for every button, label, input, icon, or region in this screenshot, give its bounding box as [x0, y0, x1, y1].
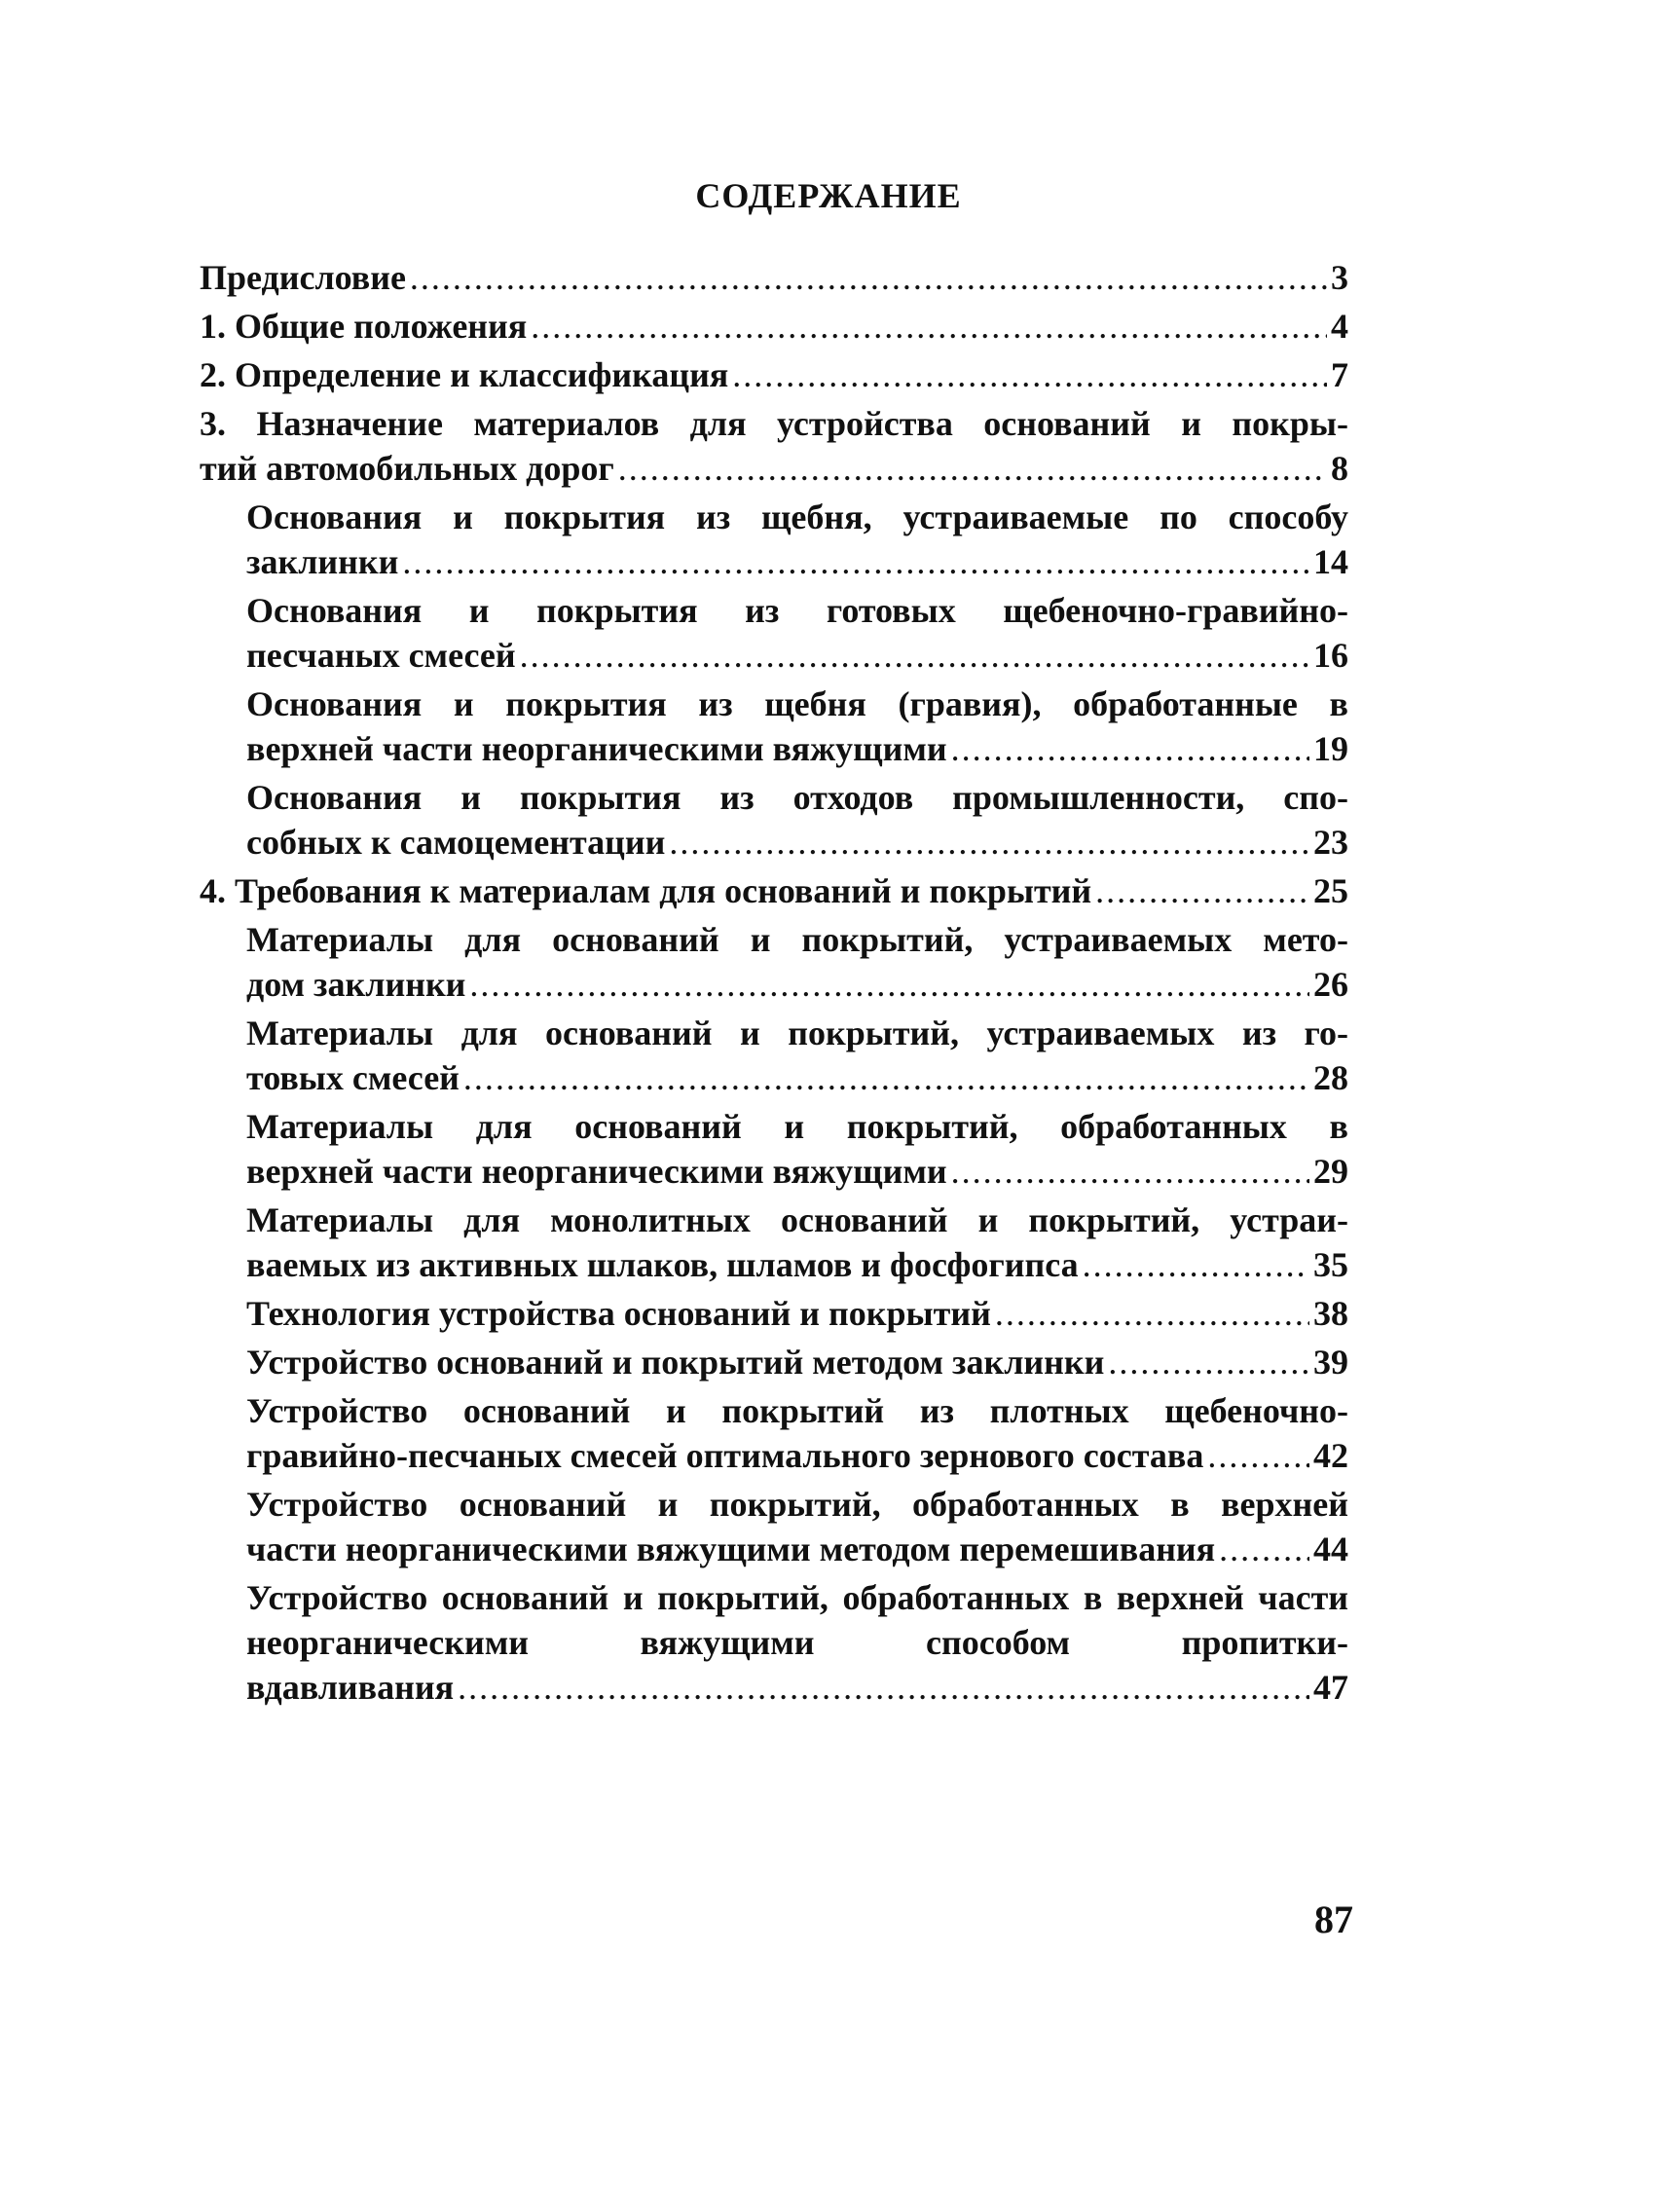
dot-leader	[951, 1149, 1309, 1194]
toc-entry	[200, 682, 1348, 771]
toc-entry-text: гравийно-песчаных смесей оптимального зернового состава	[246, 1436, 1204, 1475]
toc-entry-line	[200, 255, 1348, 300]
toc-entry-text: 4. Требования к материалам для оснований и покрытий	[200, 871, 1092, 910]
toc-entry	[200, 588, 1348, 678]
dot-leader	[1219, 1527, 1309, 1571]
toc-entry-text: верхней части неорганическими вяжущими	[246, 729, 947, 768]
toc-page-number: 23	[1313, 823, 1348, 862]
toc-entry-text: 1. Общие положения	[200, 307, 528, 346]
toc-entry-line	[246, 1665, 1348, 1710]
toc-entry-text: 3. Назначение материалов для устройства оснований и покры-	[200, 404, 1348, 443]
page-number: 87	[1314, 1898, 1353, 1941]
toc-entry-text: тий автомобильных дорог	[200, 449, 614, 488]
dot-leader	[520, 633, 1309, 678]
toc-entry-text: Основания и покрытия из щебня (гравия), обработанные в	[246, 684, 1348, 723]
toc-page-number: 38	[1313, 1294, 1348, 1333]
toc-page-number: 7	[1331, 355, 1348, 394]
toc-entry-text: Устройство оснований и покрытий методом заклинки	[246, 1343, 1105, 1382]
toc-entry-line	[246, 1291, 1348, 1336]
toc-entry-text: Материалы для оснований и покрытий, обработанных в	[246, 1107, 1348, 1146]
toc-entry	[200, 1575, 1348, 1710]
dot-leader	[531, 304, 1327, 349]
toc-entry-text: Материалы для монолитных оснований и покрытий, устраи-	[246, 1200, 1348, 1239]
toc-entry-text: Предисловие	[200, 258, 406, 297]
toc-entry-line	[246, 820, 1348, 865]
toc-entry-line	[200, 352, 1348, 397]
toc-page-number: 3	[1331, 258, 1348, 297]
toc-entry	[200, 775, 1348, 865]
toc-page-number: 39	[1313, 1343, 1348, 1382]
toc-entry	[200, 868, 1348, 913]
toc-entry-line	[200, 304, 1348, 349]
toc-entry-line	[246, 1340, 1348, 1384]
toc-entry-line	[246, 726, 1348, 771]
toc-entry-text: товых смесей	[246, 1058, 460, 1097]
dot-leader	[669, 820, 1309, 865]
dot-leader	[410, 255, 1327, 300]
toc-entry	[200, 1198, 1348, 1287]
toc-entry-line	[246, 633, 1348, 678]
toc-page-number: 29	[1313, 1152, 1348, 1191]
toc-entry-text: заклинки	[246, 542, 399, 581]
toc-entry-text: 2. Определение и классификация	[200, 355, 729, 394]
toc-page-number: 42	[1313, 1436, 1348, 1475]
toc-entry-line	[246, 1433, 1348, 1478]
toc-entry-text: дом заклинки	[246, 965, 466, 1004]
toc-entry-text: Материалы для оснований и покрытий, устраиваемых из го-	[246, 1014, 1348, 1052]
toc-entry-text: Основания и покрытия из отходов промышленности, спо-	[246, 778, 1348, 817]
toc-entry-text: верхней части неорганическими вяжущими	[246, 1152, 947, 1191]
toc-page-number: 25	[1313, 871, 1348, 910]
dot-leader	[458, 1665, 1309, 1710]
dot-leader	[995, 1291, 1309, 1336]
toc-page-number: 16	[1313, 636, 1348, 675]
toc-entry-line	[246, 1055, 1348, 1100]
toc-entry	[200, 1388, 1348, 1478]
toc-entry	[200, 495, 1348, 584]
toc-entry-line	[246, 1242, 1348, 1287]
toc-page-number: 4	[1331, 307, 1348, 346]
dot-leader	[402, 539, 1309, 584]
toc-page-number: 28	[1313, 1058, 1348, 1097]
toc-page-number: 44	[1313, 1530, 1348, 1568]
toc-entry-line	[246, 962, 1348, 1007]
table-of-contents	[200, 255, 1348, 1714]
toc-entry	[200, 401, 1348, 491]
toc-entry	[200, 1482, 1348, 1571]
toc-entry	[200, 255, 1348, 300]
toc-entry-line	[246, 539, 1348, 584]
toc-entry-line	[246, 1149, 1348, 1194]
toc-page-number: 47	[1313, 1668, 1348, 1707]
toc-entry-line	[200, 868, 1348, 913]
toc-entry-line	[200, 446, 1348, 491]
toc-entry-text: части неорганическими вяжущими методом перемешивания	[246, 1530, 1216, 1568]
toc-page-number: 14	[1313, 542, 1348, 581]
dot-leader	[463, 1055, 1309, 1100]
toc-entry-text: Технология устройства оснований и покрытий	[246, 1294, 991, 1333]
dot-leader	[732, 352, 1327, 397]
toc-entry-text: Основания и покрытия из готовых щебеночно-гравийно-	[246, 591, 1348, 630]
toc-page-number: 19	[1313, 729, 1348, 768]
toc-entry-text: Устройство оснований и покрытий, обработанных в верхней части неорганическими вяжущими способом пропитки-	[246, 1578, 1348, 1662]
toc-entry-text: собных к самоцементации	[246, 823, 666, 862]
toc-entry-text: вдавливания	[246, 1668, 455, 1707]
dot-leader	[618, 446, 1327, 491]
toc-entry	[200, 304, 1348, 349]
toc-page-number: 26	[1313, 965, 1348, 1004]
toc-entry	[200, 1291, 1348, 1336]
page-title: СОДЕРЖАНИЕ	[695, 176, 962, 215]
dot-leader	[469, 962, 1309, 1007]
toc-entry-line	[246, 1527, 1348, 1571]
toc-entry	[200, 352, 1348, 397]
toc-entry-text: Материалы для оснований и покрытий, устраиваемых мето-	[246, 920, 1348, 959]
dot-leader	[951, 726, 1309, 771]
toc-entry	[200, 1011, 1348, 1100]
toc-entry	[200, 1340, 1348, 1384]
toc-page-number: 35	[1313, 1245, 1348, 1284]
toc-entry	[200, 1104, 1348, 1194]
toc-entry-text: песчаных смесей	[246, 636, 516, 675]
toc-page-number: 8	[1331, 449, 1348, 488]
dot-leader	[1095, 868, 1309, 913]
toc-entry-text: Устройство оснований и покрытий из плотных щебеночно-	[246, 1391, 1348, 1430]
dot-leader	[1083, 1242, 1309, 1287]
dot-leader	[1108, 1340, 1309, 1384]
toc-entry-text: ваемых из активных шлаков, шламов и фосфогипса	[246, 1245, 1079, 1284]
toc-entry-text: Устройство оснований и покрытий, обработанных в верхней	[246, 1485, 1348, 1524]
toc-entry-text: Основания и покрытия из щебня, устраиваемые по способу	[246, 498, 1348, 536]
dot-leader	[1207, 1433, 1309, 1478]
toc-entry	[200, 917, 1348, 1007]
